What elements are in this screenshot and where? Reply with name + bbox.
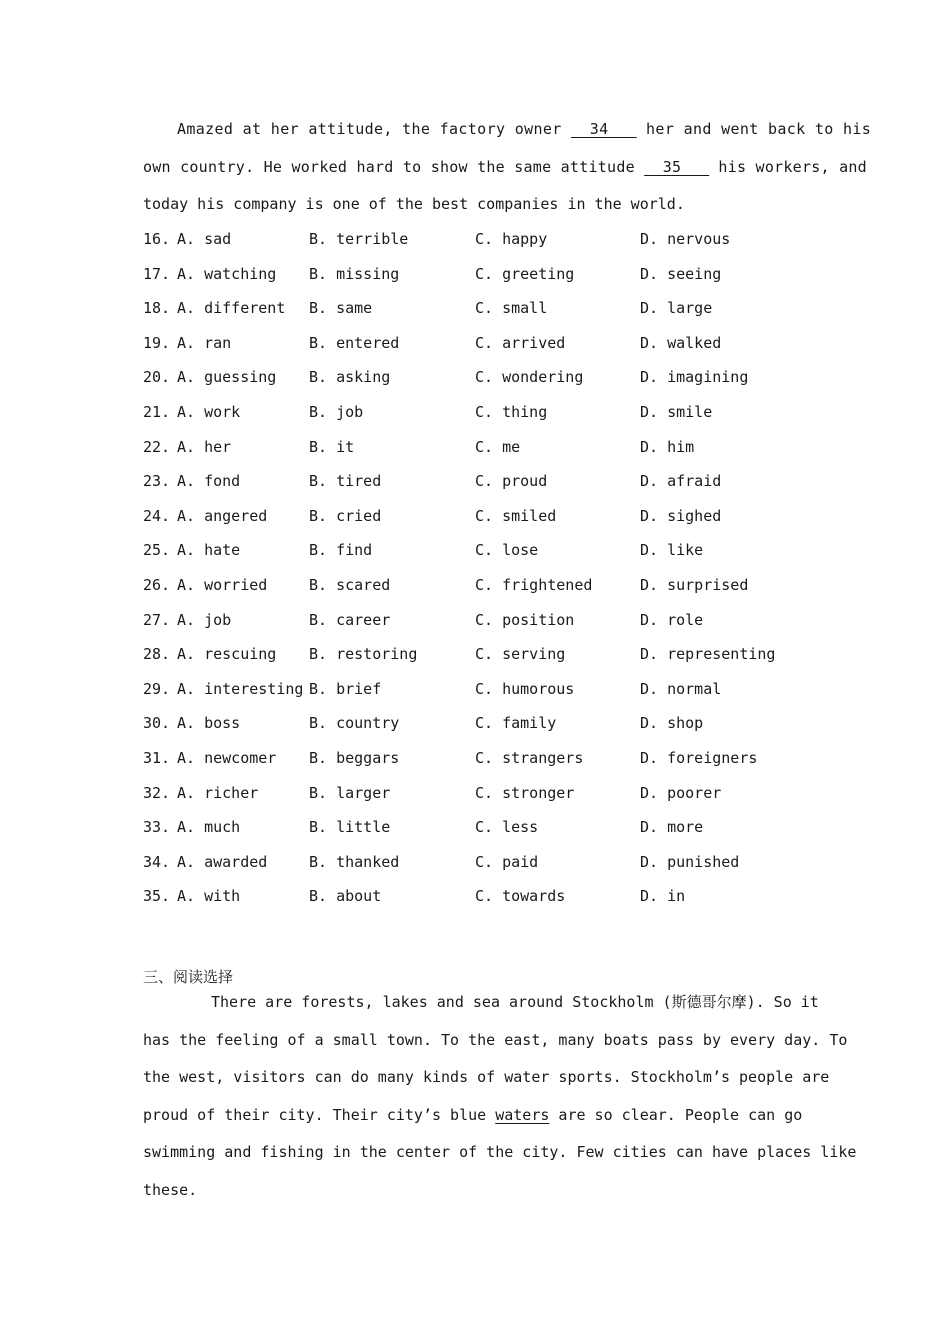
question-row [143,297,823,319]
option-b: B. cried [309,506,382,525]
question-row [143,712,823,734]
reading-line-5: swimming and fishing in the center of the city. Few cities can have places like [143,1143,857,1161]
option-c: C. frightened [475,576,593,594]
option-d: D. punished [640,852,740,871]
option-a: A. interesting [177,679,304,698]
option-c: C. lose [475,541,539,560]
option-d: D. in [640,887,686,906]
option-d: D. shop [640,714,704,733]
text-segment: his workers, and [709,158,867,176]
question-number: 30. [143,714,171,733]
option-d: D. surprised [640,576,749,594]
option-c: C. position [475,610,575,629]
option-b: B. little [309,818,391,837]
option-a: A. angered [177,506,268,525]
option-b: B. career [309,610,391,629]
question-row [143,747,823,769]
question-row [143,470,823,492]
question-number: 33. [143,818,171,837]
reading-line-2: has the feeling of a small town. To the east, many boats pass by every day. To [143,1031,848,1049]
option-c: C. serving [475,645,566,664]
option-b: B. about [309,887,382,906]
option-c: C. humorous [475,679,575,698]
option-b: B. entered [309,333,400,352]
text-segment: Amazed at her attitude, the factory owner [177,120,571,138]
option-d: D. imagining [640,368,749,387]
option-a: A. sad [177,230,232,248]
option-d: D. foreigners [640,749,758,767]
option-b: B. asking [309,368,391,387]
blank-34: 34 [571,120,637,138]
option-b: B. larger [309,783,391,802]
passage-line-2 [143,157,867,177]
option-b: B. country [309,714,400,733]
reading-line-1: There are forests, lakes and sea around Stockholm (斯德哥尔摩). So it [211,993,819,1011]
question-number: 27. [143,610,171,629]
option-b: B. thanked [309,852,400,871]
question-row [143,332,823,354]
reading-line-6: these. [143,1181,198,1199]
question-number: 26. [143,576,171,594]
option-c: C. proud [475,472,548,491]
question-row [143,401,823,423]
option-a: A. fond [177,472,241,491]
reading-line-3: the west, visitors can do many kinds of water sports. Stockholm’s people are [143,1068,830,1086]
option-c: C. greeting [475,264,575,283]
option-a: A. richer [177,783,259,802]
question-row [143,574,823,596]
option-a: A. worried [177,576,268,594]
question-row [143,816,823,838]
question-row [143,851,823,873]
option-c: C. paid [475,852,539,871]
question-row [143,366,823,388]
option-d: D. like [640,541,704,560]
option-d: D. smile [640,403,713,421]
option-a: A. hate [177,541,241,560]
option-b: B. brief [309,679,382,698]
question-row [143,678,823,700]
question-number: 24. [143,506,171,525]
question-row [143,885,823,907]
option-b: B. find [309,541,373,560]
option-d: D. afraid [640,472,722,491]
text-segment: proud of their city. Their city’s blue [143,1106,496,1124]
option-d: D. seeing [640,264,722,283]
underlined-word: waters [495,1106,550,1124]
option-d: D. poorer [640,783,722,802]
option-a: A. work [177,403,241,421]
option-a: A. awarded [177,852,268,871]
option-b: B. job [309,403,364,421]
passage-line-1 [177,119,871,139]
section-title: 三、阅读选择 [143,968,234,986]
option-a: A. much [177,818,241,837]
option-a: A. her [177,437,232,456]
question-number: 16. [143,230,171,248]
question-number: 32. [143,783,171,802]
option-c: C. strangers [475,749,584,767]
question-number: 22. [143,437,171,456]
option-c: C. arrived [475,333,566,352]
option-c: C. towards [475,887,566,906]
question-number: 23. [143,472,171,491]
option-d: D. him [640,437,695,456]
option-d: D. more [640,818,704,837]
blank-35: 35 [644,158,710,176]
option-a: A. guessing [177,368,277,387]
question-number: 21. [143,403,171,421]
question-number: 18. [143,299,171,318]
question-row [143,228,823,250]
option-a: A. newcomer [177,749,277,767]
question-number: 34. [143,852,171,871]
option-a: A. different [177,299,286,318]
question-number: 31. [143,749,171,767]
option-b: B. scared [309,576,391,594]
question-row [143,436,823,458]
question-number: 29. [143,679,171,698]
question-number: 19. [143,333,171,352]
option-a: A. boss [177,714,241,733]
passage-line-3: today his company is one of the best companies in the world. [143,195,685,213]
option-a: A. ran [177,333,232,352]
question-row [143,539,823,561]
option-d: D. nervous [640,230,731,248]
option-b: B. restoring [309,645,418,664]
option-b: B. beggars [309,749,400,767]
question-number: 28. [143,645,171,664]
question-number: 25. [143,541,171,560]
option-c: C. small [475,299,548,318]
reading-line-4 [143,1105,802,1125]
question-row [143,263,823,285]
option-c: C. less [475,818,539,837]
option-d: D. sighed [640,506,722,525]
option-b: B. same [309,299,373,318]
option-b: B. it [309,437,355,456]
question-row [143,609,823,631]
option-c: C. thing [475,403,548,421]
option-a: A. rescuing [177,645,277,664]
option-b: B. tired [309,472,382,491]
option-d: D. normal [640,679,722,698]
option-b: B. terrible [309,230,409,248]
option-c: C. happy [475,230,548,248]
question-number: 35. [143,887,171,906]
option-b: B. missing [309,264,400,283]
option-d: D. walked [640,333,722,352]
option-c: C. me [475,437,521,456]
option-c: C. family [475,714,557,733]
option-a: A. job [177,610,232,629]
question-number: 17. [143,264,171,283]
question-number: 20. [143,368,171,387]
option-d: D. large [640,299,713,318]
option-c: C. smiled [475,506,557,525]
question-row [143,643,823,665]
text-segment: own country. He worked hard to show the same attitude [143,158,645,176]
text-segment: her and went back to his [636,120,872,138]
option-c: C. stronger [475,783,575,802]
option-d: D. representing [640,645,776,664]
text-segment: are so clear. People can go [549,1106,803,1124]
question-row [143,505,823,527]
option-a: A. with [177,887,241,906]
option-c: C. wondering [475,368,584,387]
option-d: D. role [640,610,704,629]
option-a: A. watching [177,264,277,283]
question-row [143,782,823,804]
